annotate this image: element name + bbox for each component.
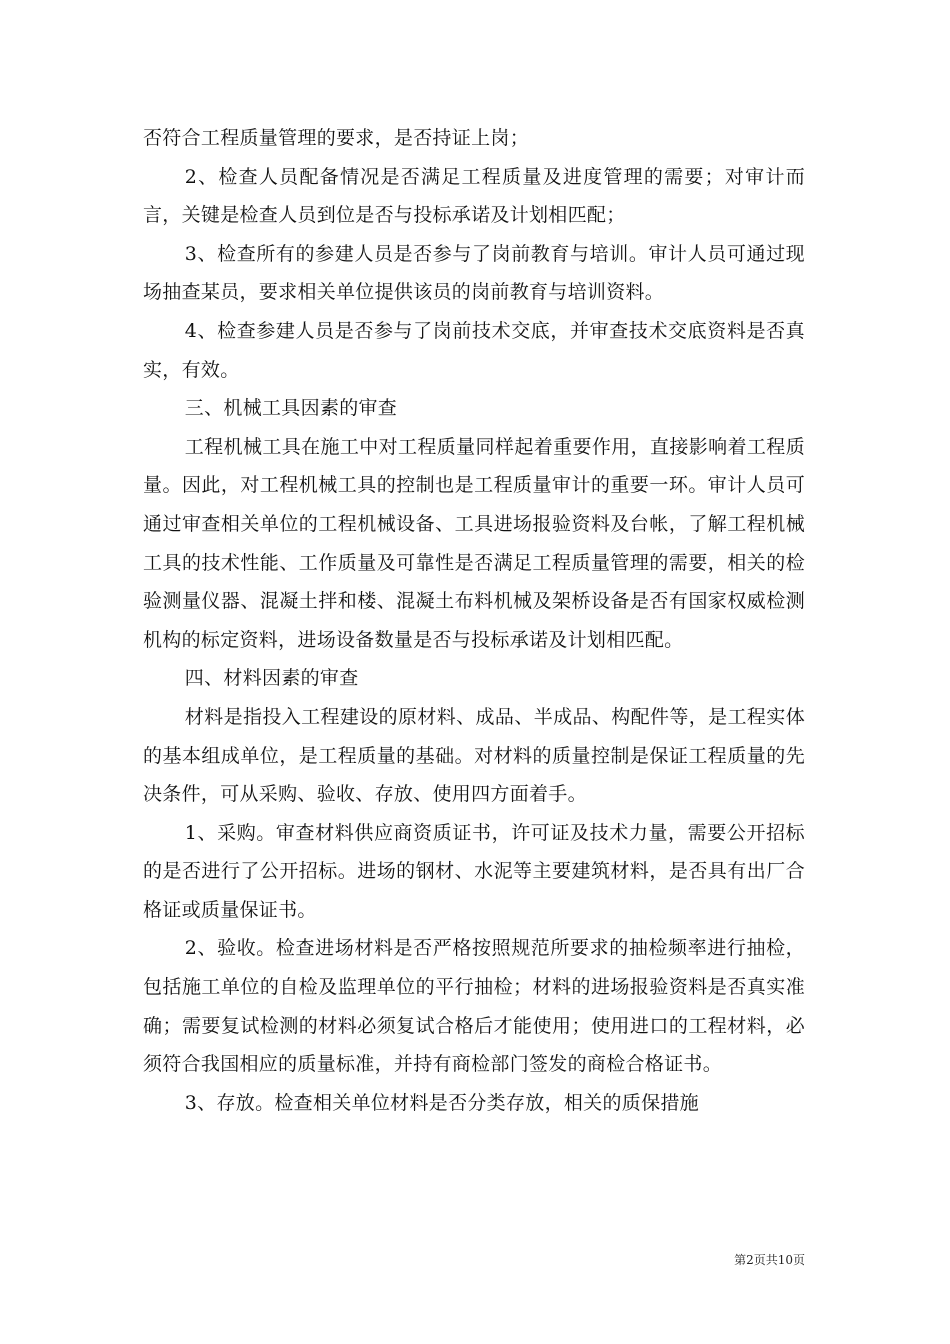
paragraph-materials-intro: 材料是指投入工程建设的原材料、成品、半成品、构配件等，是工程实体的基本组成单位，是工程质量的基础。对材料的质量控制是保证工程质量的先决条件，可从采购、验收、存放、使用四方面着手。 [143, 705, 805, 806]
paragraph-item-2: 2、检查人员配备情况是否满足工程质量及进度管理的需要；对审计而言，关键是检查人员到位是否与投标承诺及计划相匹配； [143, 165, 805, 227]
section-heading-materials: 四、材料因素的审查 [184, 667, 359, 690]
paragraph-machinery: 工程机械工具在施工中对工程质量同样起着重要作用，直接影响着工程质量。因此，对工程机械工具的控制也是工程质量审计的重要一环。审计人员可通过审查相关单位的工程机械设备、工具进场报验资料及台帐，了解工程机械工具的技术性能、工作质量及可靠性是否满足工程质量管理的需要，相关的检验测量仪器、混凝土拌和楼、混凝土布料机械及架桥设备是否有国家权威检测机构的标定资料，进场设备数量是否与投标承诺及计划相匹配。 [143, 435, 805, 651]
paragraph-acceptance: 2、验收。检查进场材料是否严格按照规范所要求的抽检频率进行抽检，包括施工单位的自检及监理单位的平行抽检；材料的进场报验资料是否真实准确；需要复试检测的材料必须复试合格后才能使用；使用进口的工程材料，必须符合我国相应的质量标准，并持有商检部门签发的商检合格证书。 [143, 937, 805, 1076]
document-body [143, 119, 805, 1122]
page-number-footer: 第2页共10页 [734, 1253, 805, 1267]
paragraph-purchasing: 1、采购。审查材料供应商资质证书，许可证及技术力量，需要公开招标的是否进行了公开招标。进场的钢材、水泥等主要建筑材料，是否具有出厂合格证或质量保证书。 [143, 821, 805, 921]
paragraph-item-3: 3、检查所有的参建人员是否参与了岗前教育与培训。审计人员可通过现场抽查某员，要求相关单位提供该员的岗前教育与培训资料。 [143, 242, 805, 304]
paragraph-item-4: 4、检查参建人员是否参与了岗前技术交底，并审查技术交底资料是否真实，有效。 [143, 319, 805, 381]
paragraph-storage: 3、存放。检查相关单位材料是否分类存放，相关的质保措施 [184, 1091, 699, 1114]
section-heading-machinery: 三、机械工具因素的审查 [184, 397, 398, 420]
paragraph-continuation: 否符合工程质量管理的要求，是否持证上岗； [143, 127, 530, 149]
